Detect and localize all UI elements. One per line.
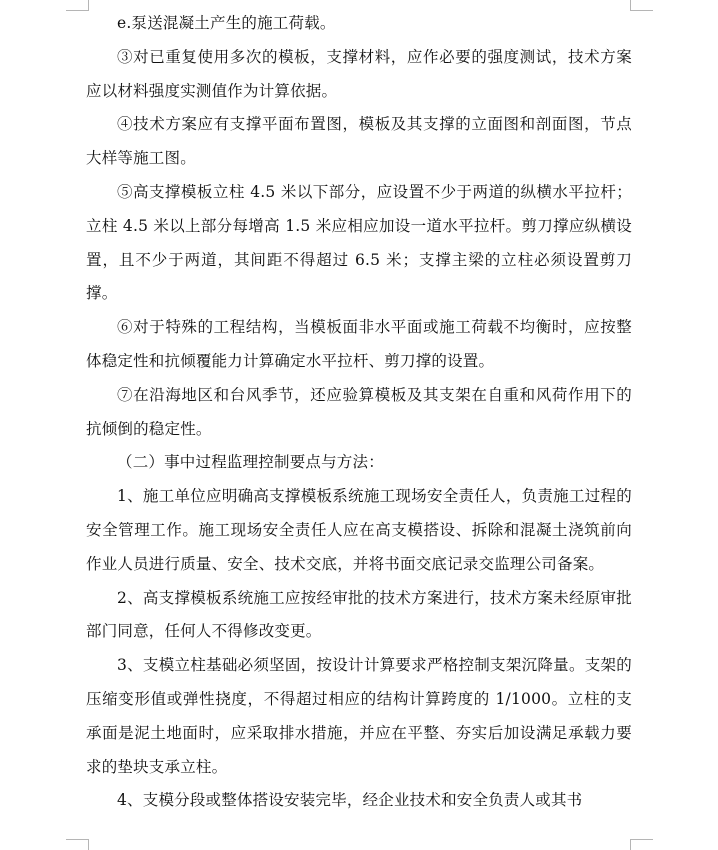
crop-mark-bottom-left: [66, 839, 89, 850]
paragraph-load-item-e: e.泵送混凝土产生的施工荷载。: [117, 14, 336, 32]
paragraph-point-3: 3、支模立柱基础必须坚固，按设计计算要求严格控制支架沉降量。支架的压缩变形值或弹性挠度，不得超过相应的结构计算跨度的 1/1000。立柱的支承面是泥土地面时，应采取排水措施，并应在平整、夯实后加设满足承载力要求的垫块支承立柱。: [86, 656, 632, 776]
paragraph-point-1: 1、施工单位应明确高支撑模板系统施工现场安全责任人，负责施工过程的安全管理工作。施工现场安全责任人应在高支模搭设、拆除和混凝土浇筑前向作业人员进行质量、安全、技术交底，并将书面交底记录交监理公司备案。: [86, 487, 632, 573]
document-body: [86, 7, 632, 818]
paragraph-item-6: ⑥对于特殊的工程结构，当模板面非水平面或施工荷载不均衡时，应按整体稳定性和抗倾覆能力计算确定水平拉杆、剪刀撑的设置。: [86, 318, 632, 370]
paragraph-item-3: ③对已重复使用多次的模板，支撑材料，应作必要的强度测试，技术方案应以材料强度实测值作为计算依据。: [86, 47, 632, 100]
paragraph-item-4: ④技术方案应有支撑平面布置图，模板及其支撑的立面图和剖面图，节点大样等施工图。: [86, 115, 632, 168]
paragraph-point-4: 4、支模分段或整体搭设安装完毕，经企业技术和安全负责人或其书: [117, 791, 583, 810]
paragraph-item-7: ⑦在沿海地区和台风季节，还应验算模板及其支架在自重和风荷作用下的抗倾倒的稳定性。: [86, 385, 632, 438]
paragraph-point-2: 2、高支撑模板系统施工应按经审批的技术方案进行，技术方案未经原审批部门同意，任何人不得修改变更。: [86, 588, 632, 641]
crop-mark-top-right: [630, 0, 653, 11]
paragraph-item-5: ⑤高支撑模板立柱 4.5 米以下部分，应设置不少于两道的纵横水平拉杆；立柱 4.5 米以上部分每增高 1.5 米应相应加设一道水平拉杆。剪刀撑应纵横设置，且不少于两道，其间距不得超过 6.5 米；支撑主梁的立柱必须设置剪刀撑。: [86, 182, 632, 303]
crop-mark-bottom-right: [630, 839, 653, 850]
section-heading: （二）事中过程监理控制要点与方法：: [117, 453, 384, 472]
